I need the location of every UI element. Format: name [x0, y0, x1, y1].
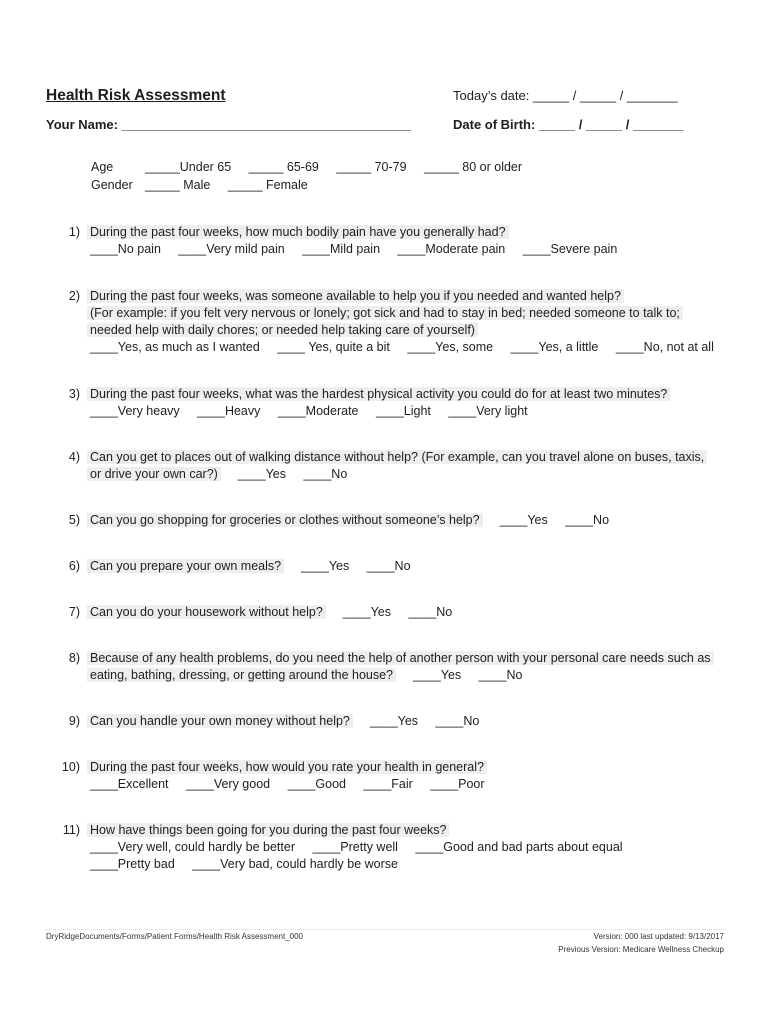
gender-label: Gender: [91, 178, 133, 192]
question-11: [87, 822, 637, 873]
answer-option[interactable]: ____Very good: [186, 777, 271, 791]
footer-version: Version: 000 last updated: 9/13/2017: [593, 932, 724, 941]
answer-option[interactable]: ____No: [435, 714, 480, 728]
question-text: During the past four weeks, was someone available to help you if you needed and wanted help?: [87, 289, 624, 303]
question-text: Can you prepare your own meals?: [87, 559, 284, 573]
question-text: During the past four weeks, how much bodily pain have you generally had?: [87, 225, 509, 239]
answer-option[interactable]: ____No pain: [90, 242, 161, 256]
footer-divider: [46, 929, 726, 930]
answer-option[interactable]: ____Very well, could hardly be better: [90, 840, 295, 854]
answer-option[interactable]: ____Very bad, could hardly be worse: [192, 857, 398, 871]
question-8: [87, 650, 714, 684]
question-text: Can you handle your own money without help?: [87, 714, 353, 728]
answer-option[interactable]: ____Excellent: [90, 777, 169, 791]
answer-option[interactable]: ____Yes: [301, 559, 350, 573]
answer-option[interactable]: ____No: [303, 467, 348, 481]
answer-option[interactable]: ____Moderate: [277, 404, 359, 418]
answer-option[interactable]: ____Yes, as much as I wanted: [90, 340, 260, 354]
footer-previous-version: Previous Version: Medicare Wellness Checkup: [558, 945, 724, 954]
footer-document-path: DryRidgeDocuments/Forms/Patient Forms/Health Risk Assessment_000: [46, 932, 303, 941]
question-1: [87, 224, 631, 258]
question-text: During the past four weeks, what was the hardest physical activity you could do for at least two minutes?: [87, 387, 670, 401]
question-number: 4): [68, 450, 80, 464]
answer-option[interactable]: ____Very light: [448, 404, 528, 418]
answer-option[interactable]: ____ Yes, quite a bit: [277, 340, 390, 354]
question-number: 6): [68, 559, 80, 573]
question-text: needed help with daily chores; or needed help taking care of yourself): [87, 323, 478, 337]
question-number: 8): [68, 651, 80, 665]
question-text: During the past four weeks, how would you rate your health in general?: [87, 760, 487, 774]
question-5: [87, 512, 623, 529]
question-text: Because of any health problems, do you need the help of another person with your personal care needs such as: [87, 651, 714, 665]
gender-options: [145, 177, 322, 194]
answer-option[interactable]: ____No: [565, 513, 610, 527]
question-text: How have things been going for you during the past four weeks?: [87, 823, 449, 837]
your-name-field[interactable]: Your Name: ________________________________________: [46, 117, 411, 132]
question-number: 10): [61, 760, 80, 774]
page-title: Health Risk Assessment: [46, 87, 226, 104]
answer-option[interactable]: ____No, not at all: [615, 340, 714, 354]
age-option[interactable]: _____Under 65: [145, 160, 232, 174]
question-number: 2): [68, 289, 80, 303]
answer-option[interactable]: ____Good: [287, 777, 346, 791]
question-text: or drive your own car?): [87, 467, 221, 481]
question-text: Can you go shopping for groceries or clothes without someone’s help?: [87, 513, 483, 527]
gender-option[interactable]: _____ Male: [145, 178, 211, 192]
answer-option[interactable]: ____Pretty well: [312, 840, 398, 854]
answer-option[interactable]: ____Yes: [237, 467, 286, 481]
answer-option[interactable]: ____Yes, a little: [510, 340, 599, 354]
todays-date-field[interactable]: Today’s date: _____ / _____ / _______: [453, 88, 678, 103]
date-of-birth-field[interactable]: Date of Birth: _____ / _____ / _______: [453, 117, 684, 132]
question-text: (For example: if you felt very nervous or lonely; got sick and had to stay in bed; needed someone to talk to;: [87, 306, 683, 320]
question-text: Can you do your housework without help?: [87, 605, 326, 619]
answer-option[interactable]: ____Good and bad parts about equal: [415, 840, 623, 854]
answer-option[interactable]: ____Moderate pain: [397, 242, 506, 256]
question-2: [87, 288, 728, 356]
age-options: [145, 159, 536, 176]
question-number: 1): [68, 225, 80, 239]
question-number: 11): [62, 823, 80, 837]
answer-option[interactable]: ____Yes: [369, 714, 419, 728]
question-number: 5): [68, 513, 80, 527]
answer-option[interactable]: ____Yes: [342, 605, 391, 619]
question-9: [87, 713, 493, 730]
answer-option[interactable]: ____Yes: [412, 668, 462, 682]
answer-option[interactable]: ____Yes: [499, 513, 548, 527]
answer-option[interactable]: ____Yes, some: [407, 340, 494, 354]
age-option[interactable]: _____ 70-79: [336, 160, 407, 174]
question-4: [87, 449, 707, 483]
age-option[interactable]: _____ 80 or older: [424, 160, 523, 174]
age-label: Age: [91, 160, 114, 174]
answer-option[interactable]: ____Pretty bad: [90, 857, 175, 871]
question-text: Can you get to places out of walking distance without help? (For example, can you travel alone on buses, taxis,: [87, 450, 707, 464]
answer-option[interactable]: ____Poor: [430, 777, 485, 791]
answer-option[interactable]: ____Very mild pain: [178, 242, 285, 256]
question-number: 9): [68, 714, 80, 728]
question-10: [87, 759, 499, 793]
question-number: 3): [68, 387, 80, 401]
age-option[interactable]: _____ 65-69: [248, 160, 319, 174]
answer-option[interactable]: ____Light: [375, 404, 431, 418]
question-3: [87, 386, 670, 420]
answer-option[interactable]: ____Fair: [363, 777, 413, 791]
answer-option[interactable]: ____Heavy: [197, 404, 261, 418]
question-6: [87, 558, 425, 575]
question-number: 7): [68, 605, 80, 619]
gender-option[interactable]: _____ Female: [227, 178, 308, 192]
answer-option[interactable]: ____No: [408, 605, 453, 619]
answer-option[interactable]: ____Mild pain: [302, 242, 381, 256]
answer-option[interactable]: ____No: [366, 559, 411, 573]
answer-option[interactable]: ____Very heavy: [90, 404, 180, 418]
answer-option[interactable]: ____Severe pain: [522, 242, 618, 256]
question-7: [87, 604, 466, 621]
question-text: eating, bathing, dressing, or getting around the house?: [87, 668, 396, 682]
answer-option[interactable]: ____No: [478, 668, 523, 682]
